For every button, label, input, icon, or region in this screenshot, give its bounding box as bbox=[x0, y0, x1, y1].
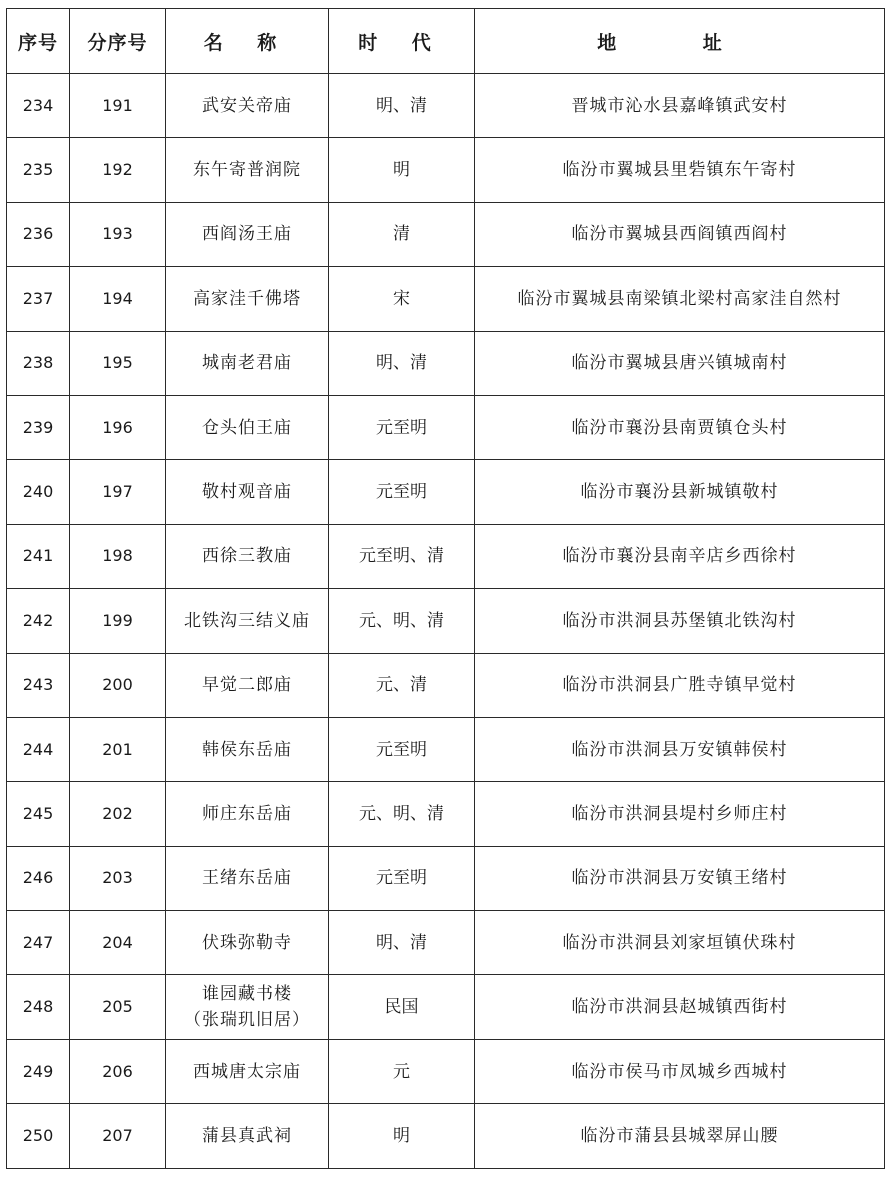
cell-sub-seq: 200 bbox=[70, 653, 166, 717]
cell-seq: 247 bbox=[7, 911, 70, 975]
table-header bbox=[7, 9, 885, 74]
cell-seq: 242 bbox=[7, 589, 70, 653]
cell-era: 明、清 bbox=[329, 911, 475, 975]
cell-name: 王绪东岳庙 bbox=[166, 846, 329, 910]
cell-era: 宋 bbox=[329, 267, 475, 331]
cell-era: 元、明、清 bbox=[329, 589, 475, 653]
cell-name: 伏珠弥勒寺 bbox=[166, 911, 329, 975]
table-row bbox=[7, 911, 885, 975]
cell-era: 明、清 bbox=[329, 331, 475, 395]
table-row bbox=[7, 524, 885, 588]
cell-name-line-1: 谁园藏书楼 bbox=[202, 984, 292, 1005]
cell-name: 西城唐太宗庙 bbox=[166, 1039, 329, 1103]
cell-address: 临汾市洪洞县苏堡镇北铁沟村 bbox=[475, 589, 885, 653]
cell-address: 临汾市洪洞县堤村乡师庄村 bbox=[475, 782, 885, 846]
header-era: 时 代 bbox=[329, 9, 475, 74]
table-row bbox=[7, 267, 885, 331]
cell-seq: 240 bbox=[7, 460, 70, 524]
header-name: 名 称 bbox=[166, 9, 329, 74]
cell-address: 临汾市襄汾县南贾镇仓头村 bbox=[475, 395, 885, 459]
cell-address: 临汾市翼城县西阎镇西阎村 bbox=[475, 202, 885, 266]
cell-sub-seq: 193 bbox=[70, 202, 166, 266]
cell-sub-seq: 195 bbox=[70, 331, 166, 395]
cell-name: 西徐三教庙 bbox=[166, 524, 329, 588]
cell-era: 元至明 bbox=[329, 460, 475, 524]
cell-address: 临汾市洪洞县万安镇韩侯村 bbox=[475, 717, 885, 781]
cell-era: 民国 bbox=[329, 975, 475, 1039]
cell-sub-seq: 194 bbox=[70, 267, 166, 331]
cell-sub-seq: 198 bbox=[70, 524, 166, 588]
cell-seq: 246 bbox=[7, 846, 70, 910]
cell-era: 元、明、清 bbox=[329, 782, 475, 846]
heritage-sites-table bbox=[6, 8, 885, 1169]
cell-seq: 245 bbox=[7, 782, 70, 846]
cell-seq: 237 bbox=[7, 267, 70, 331]
cell-name: 西阎汤王庙 bbox=[166, 202, 329, 266]
cell-era: 元至明、清 bbox=[329, 524, 475, 588]
cell-address: 临汾市襄汾县南辛店乡西徐村 bbox=[475, 524, 885, 588]
cell-name: 韩侯东岳庙 bbox=[166, 717, 329, 781]
cell-era: 元至明 bbox=[329, 395, 475, 459]
cell-seq: 248 bbox=[7, 975, 70, 1039]
cell-address: 临汾市洪洞县赵城镇西街村 bbox=[475, 975, 885, 1039]
cell-sub-seq: 203 bbox=[70, 846, 166, 910]
cell-era: 元、清 bbox=[329, 653, 475, 717]
table-row bbox=[7, 74, 885, 138]
cell-address: 临汾市翼城县唐兴镇城南村 bbox=[475, 331, 885, 395]
cell-sub-seq: 201 bbox=[70, 717, 166, 781]
cell-sub-seq: 206 bbox=[70, 1039, 166, 1103]
cell-era: 清 bbox=[329, 202, 475, 266]
cell-name-line-2: （张瑞玑旧居） bbox=[184, 1010, 310, 1031]
header-address: 地 址 bbox=[475, 9, 885, 74]
table-row bbox=[7, 1104, 885, 1168]
cell-sub-seq: 199 bbox=[70, 589, 166, 653]
header-row bbox=[7, 9, 885, 74]
cell-name: 仓头伯王庙 bbox=[166, 395, 329, 459]
cell-era: 明、清 bbox=[329, 74, 475, 138]
cell-seq: 238 bbox=[7, 331, 70, 395]
cell-address: 临汾市襄汾县新城镇敬村 bbox=[475, 460, 885, 524]
cell-era: 元至明 bbox=[329, 846, 475, 910]
table-row bbox=[7, 138, 885, 202]
cell-address: 临汾市洪洞县刘家垣镇伏珠村 bbox=[475, 911, 885, 975]
header-seq: 序号 bbox=[7, 9, 70, 74]
cell-address: 临汾市洪洞县万安镇王绪村 bbox=[475, 846, 885, 910]
cell-address: 临汾市侯马市凤城乡西城村 bbox=[475, 1039, 885, 1103]
cell-sub-seq: 191 bbox=[70, 74, 166, 138]
cell-seq: 243 bbox=[7, 653, 70, 717]
cell-name: 东午寄普润院 bbox=[166, 138, 329, 202]
cell-address: 临汾市蒲县县城翠屏山腰 bbox=[475, 1104, 885, 1168]
cell-name: 城南老君庙 bbox=[166, 331, 329, 395]
cell-seq: 236 bbox=[7, 202, 70, 266]
cell-name: 敬村观音庙 bbox=[166, 460, 329, 524]
cell-address: 临汾市洪洞县广胜寺镇早觉村 bbox=[475, 653, 885, 717]
header-sub-seq: 分序号 bbox=[70, 9, 166, 74]
heritage-list-page bbox=[6, 8, 884, 1169]
cell-era: 明 bbox=[329, 138, 475, 202]
cell-address: 晋城市沁水县嘉峰镇武安村 bbox=[475, 74, 885, 138]
cell-name-two-line bbox=[166, 975, 329, 1039]
cell-seq: 244 bbox=[7, 717, 70, 781]
table-row bbox=[7, 782, 885, 846]
cell-seq: 250 bbox=[7, 1104, 70, 1168]
table-row bbox=[7, 653, 885, 717]
table-row bbox=[7, 460, 885, 524]
cell-sub-seq: 205 bbox=[70, 975, 166, 1039]
cell-name: 师庄东岳庙 bbox=[166, 782, 329, 846]
table-row bbox=[7, 1039, 885, 1103]
table-row bbox=[7, 589, 885, 653]
table-row bbox=[7, 975, 885, 1039]
cell-era: 元至明 bbox=[329, 717, 475, 781]
cell-seq: 239 bbox=[7, 395, 70, 459]
table-row bbox=[7, 202, 885, 266]
cell-seq: 235 bbox=[7, 138, 70, 202]
cell-name: 早觉二郎庙 bbox=[166, 653, 329, 717]
cell-name: 蒲县真武祠 bbox=[166, 1104, 329, 1168]
cell-sub-seq: 207 bbox=[70, 1104, 166, 1168]
table-row bbox=[7, 395, 885, 459]
cell-seq: 234 bbox=[7, 74, 70, 138]
cell-name: 武安关帝庙 bbox=[166, 74, 329, 138]
cell-address: 临汾市翼城县南梁镇北梁村高家洼自然村 bbox=[475, 267, 885, 331]
cell-seq: 249 bbox=[7, 1039, 70, 1103]
table-body bbox=[7, 74, 885, 1169]
cell-name: 高家洼千佛塔 bbox=[166, 267, 329, 331]
cell-era: 元 bbox=[329, 1039, 475, 1103]
cell-seq: 241 bbox=[7, 524, 70, 588]
table-row bbox=[7, 331, 885, 395]
table-row bbox=[7, 717, 885, 781]
cell-address: 临汾市翼城县里砦镇东午寄村 bbox=[475, 138, 885, 202]
cell-era: 明 bbox=[329, 1104, 475, 1168]
cell-sub-seq: 192 bbox=[70, 138, 166, 202]
cell-name: 北铁沟三结义庙 bbox=[166, 589, 329, 653]
cell-sub-seq: 196 bbox=[70, 395, 166, 459]
cell-sub-seq: 197 bbox=[70, 460, 166, 524]
cell-sub-seq: 204 bbox=[70, 911, 166, 975]
table-row bbox=[7, 846, 885, 910]
cell-sub-seq: 202 bbox=[70, 782, 166, 846]
